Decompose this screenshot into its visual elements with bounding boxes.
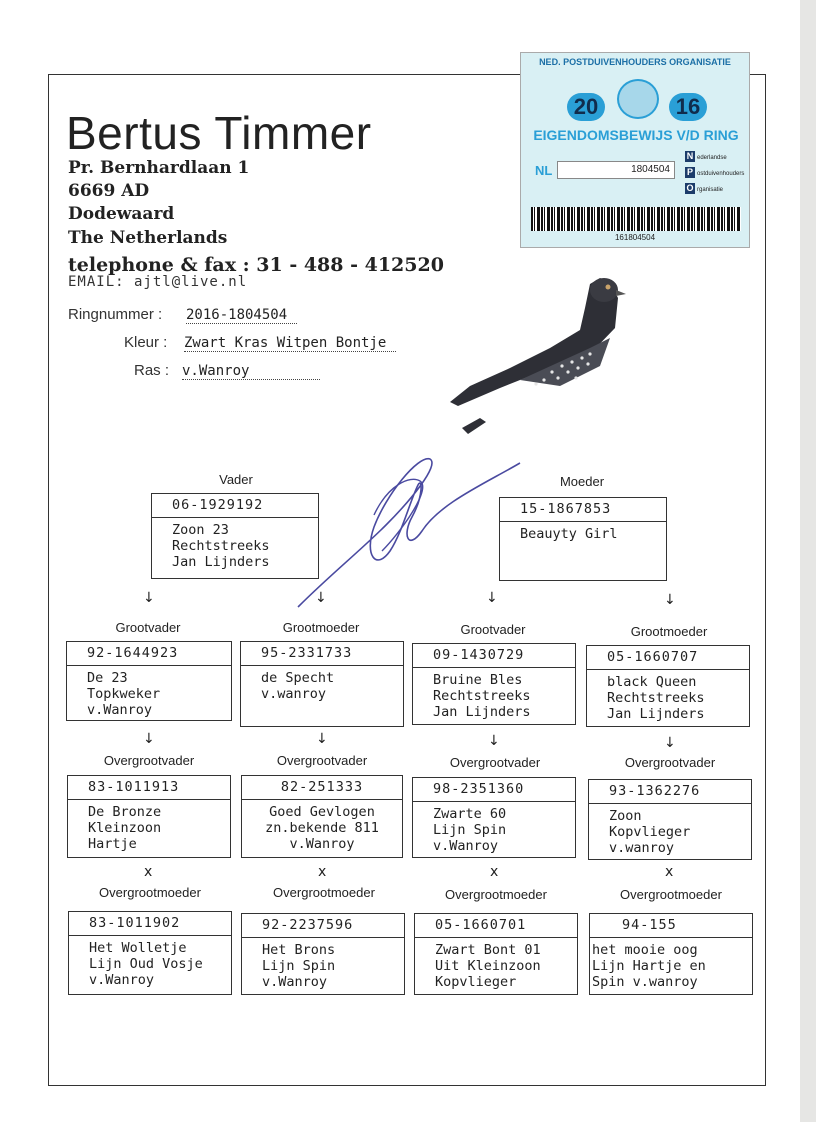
grandparent-ring: 09-1430729	[413, 644, 575, 668]
color-label: Kleur :	[124, 334, 168, 351]
father-header: Vader	[219, 472, 253, 487]
breed-label: Ras :	[134, 362, 170, 379]
great-grandmother-header: Overgrootmoeder	[99, 885, 201, 900]
great-grandfather-card	[588, 779, 752, 860]
pigeon-photo	[440, 268, 640, 448]
great-grandmother-header: Overgrootmoeder	[273, 885, 375, 900]
great-grandmother-ring: 94-155	[590, 914, 752, 938]
npo-line-n: N ederlandse	[686, 151, 727, 161]
certificate-title: EIGENDOMSBEWIJS V/D RING	[533, 127, 739, 143]
certificate-year-left: 20	[567, 93, 605, 121]
great-grandmother-desc: het mooie oog Lijn Hartje en Spin v.wanroy	[592, 942, 706, 990]
great-grandmother-desc: Het Brons Lijn Spin v.Wanroy	[262, 942, 336, 990]
owner-name: Bertus Timmer	[66, 107, 372, 159]
great-grandmother-ring: 92-2237596	[242, 914, 404, 938]
great-grandfather-card	[412, 777, 576, 858]
great-grandfather-desc: Zwarte 60 Lijn Spin v.Wanroy	[433, 806, 507, 854]
owner-phone: telephone & fax : 31 - 488 - 412520	[68, 254, 444, 276]
great-grandmother-ring: 05-1660701	[415, 914, 577, 938]
great-grandfather-header: Overgrootvader	[624, 755, 716, 770]
grandparent-header: Grootvader	[460, 622, 526, 637]
great-grandmother-card	[241, 913, 405, 995]
great-grandfather-desc: Zoon Kopvlieger v.wanroy	[609, 808, 691, 856]
owner-email: EMAIL: ajtl@live.nl	[68, 274, 248, 290]
barcode-number: 161804504	[614, 233, 656, 242]
father-desc: Zoon 23 Rechtstreeks Jan Lijnders	[172, 522, 270, 570]
certificate-number: 1804504	[557, 161, 675, 179]
color-value: Zwart Kras Witpen Bontje	[184, 335, 396, 352]
arrow-down-icon: ↓	[664, 592, 676, 608]
grandparent-desc: Bruine Bles Rechtstreeks Jan Lijnders	[433, 672, 531, 720]
ring-value: 2016-1804504	[186, 307, 297, 324]
great-grandfather-header: Overgrootvader	[103, 753, 195, 768]
cross-icon: x	[318, 864, 327, 880]
owner-street: Pr. Bernhardlaan 1	[68, 158, 250, 178]
great-grandfather-desc: Goed Gevlogen zn.bekende 811 v.Wanroy	[265, 804, 379, 852]
great-grandmother-desc: Zwart Bont 01 Uit Kleinzoon Kopvlieger	[435, 942, 541, 990]
great-grandfather-ring: 93-1362276	[589, 780, 751, 804]
father-ring: 06-1929192	[152, 494, 318, 518]
certificate-year-right: 16	[669, 93, 707, 121]
arrow-down-icon: ↓	[315, 590, 327, 606]
great-grandmother-header: Overgrootmoeder	[445, 887, 547, 902]
mother-card	[499, 497, 667, 581]
scan-edge	[800, 0, 816, 1122]
cross-icon: x	[144, 864, 153, 880]
father-card	[151, 493, 319, 579]
great-grandmother-header: Overgrootmoeder	[620, 887, 722, 902]
grandparent-card	[240, 641, 404, 727]
grandparent-header: Grootmoeder	[630, 624, 708, 639]
great-grandmother-card	[414, 913, 578, 995]
great-grandmother-ring: 83-1011902	[69, 912, 231, 936]
certificate-org: NED. POSTDUIVENHOUDERS ORGANISATIE	[539, 57, 731, 67]
arrow-down-icon: ↓	[488, 733, 500, 749]
cross-icon: x	[490, 864, 499, 880]
great-grandfather-ring: 82-251333	[242, 776, 402, 800]
grandparent-header: Grootvader	[115, 620, 181, 635]
great-grandmother-card	[68, 911, 232, 995]
grandparent-ring: 05-1660707	[587, 646, 749, 670]
grandparent-card	[412, 643, 576, 725]
grandparent-desc: de Specht v.wanroy	[261, 670, 335, 702]
great-grandfather-card	[67, 775, 231, 858]
cross-icon: x	[665, 864, 674, 880]
npo-line-o: O rganisatie	[686, 183, 724, 193]
npo-line-p: P ostduivenhouders	[686, 167, 745, 177]
great-grandmother-desc: Het Wolletje Lijn Oud Vosje v.Wanroy	[89, 940, 203, 988]
arrow-down-icon: ↓	[486, 590, 498, 606]
mother-header: Moeder	[559, 474, 605, 489]
arrow-down-icon: ↓	[143, 590, 155, 606]
arrow-down-icon: ↓	[143, 731, 155, 747]
ring-certificate	[520, 52, 750, 248]
great-grandfather-header: Overgrootvader	[449, 755, 541, 770]
npo-lion-logo	[617, 79, 659, 119]
grandparent-card	[586, 645, 750, 727]
ring-label: Ringnummer :	[68, 306, 163, 323]
great-grandfather-card	[241, 775, 403, 858]
grandparent-ring: 95-2331733	[241, 642, 403, 666]
barcode	[531, 207, 741, 231]
grandparent-desc: black Queen Rechtstreeks Jan Lijnders	[607, 674, 705, 722]
great-grandfather-header: Overgrootvader	[276, 753, 368, 768]
great-grandfather-desc: De Bronze Kleinzoon Hartje	[88, 804, 162, 852]
arrow-down-icon: ↓	[316, 731, 328, 747]
grandparent-ring: 92-1644923	[67, 642, 231, 666]
mother-desc: Beauyty Girl	[520, 526, 618, 542]
grandparent-desc: De 23 Topkweker v.Wanroy	[87, 670, 161, 718]
arrow-down-icon: ↓	[664, 735, 676, 751]
owner-city: Dodewaard	[68, 204, 175, 224]
owner-postal: 6669 AD	[68, 181, 150, 201]
great-grandmother-card	[589, 913, 753, 995]
grandparent-header: Grootmoeder	[282, 620, 360, 635]
mother-ring: 15-1867853	[500, 498, 666, 522]
owner-country: The Netherlands	[68, 228, 228, 248]
great-grandfather-ring: 98-2351360	[413, 778, 575, 802]
grandparent-card	[66, 641, 232, 721]
breed-value: v.Wanroy	[182, 363, 320, 380]
certificate-country: NL	[535, 163, 553, 178]
great-grandfather-ring: 83-1011913	[68, 776, 230, 800]
